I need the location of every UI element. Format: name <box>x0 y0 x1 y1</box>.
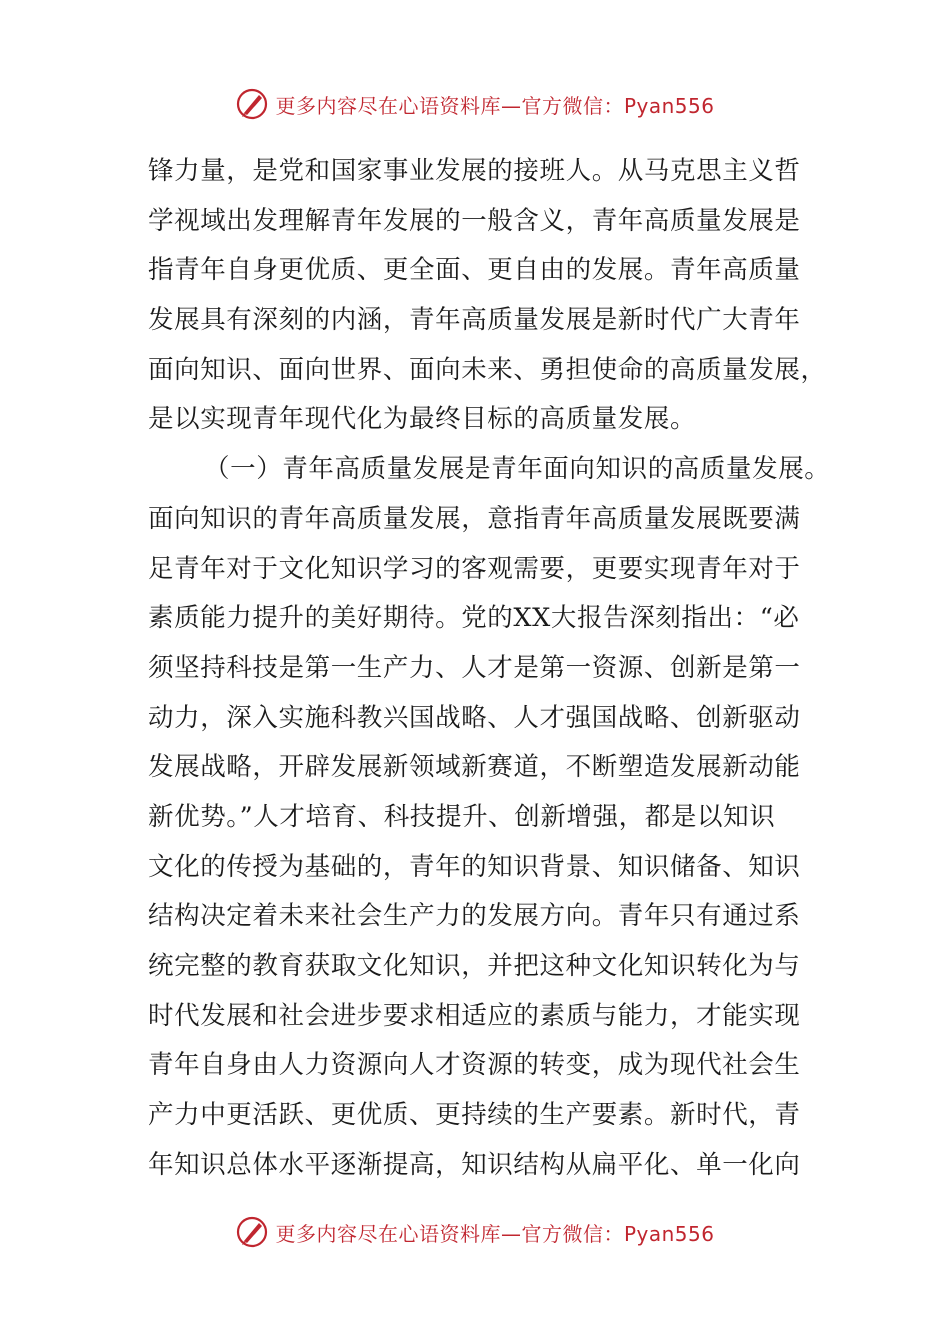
quill-pen-icon <box>235 1215 269 1249</box>
quill-pen-icon <box>235 87 269 121</box>
section-heading: （一）青年高质量发展是青年面向知识的高质量发展。 <box>204 454 831 485</box>
text-line: 发展具有深刻的内涵，青年高质量发展是新时代广大青年 <box>148 305 801 336</box>
text-line: 结构决定着未来社会生产力的发展方向。青年只有通过系 <box>148 901 801 932</box>
text-line: 产力中更活跃、更优质、更持续的生产要素。新时代，青 <box>148 1100 801 1131</box>
text-line: 青年自身由人力资源向人才资源的转变，成为现代社会生 <box>148 1050 801 1081</box>
watermark-text: 更多内容尽在心语资料库—官方微信：Pyan556 <box>275 93 715 118</box>
text-line: 素质能力提升的美好期待。党的XX大报告深刻指出：“必 <box>148 603 800 634</box>
text-line: 动力，深入实施科教兴国战略、人才强国战略、创新驱动 <box>148 702 801 733</box>
text-line: 学视域出发理解青年发展的一般含义，青年高质量发展是 <box>148 205 801 236</box>
text-line: 发展战略，开辟发展新领域新赛道，不断塑造发展新动能 <box>148 752 801 783</box>
text-line: 面向知识、面向世界、面向未来、勇担使命的高质量发展， <box>148 354 827 385</box>
text-line: 新优势。”人才培育、科技提升、创新增强，都是以知识 <box>148 801 776 832</box>
text-line: 文化的传授为基础的，青年的知识背景、知识储备、知识 <box>148 851 801 882</box>
text-line: 年知识总体水平逐渐提高，知识结构从扁平化、单一化向 <box>148 1149 801 1180</box>
footer-watermark <box>0 1212 950 1252</box>
text-line: 足青年对于文化知识学习的客观需要，更要实现青年对于 <box>148 553 801 584</box>
text-line: 锋力量，是党和国家事业发展的接班人。从马克思主义哲 <box>148 156 801 186</box>
text-line: 统完整的教育获取文化知识，并把这种文化知识转化为与 <box>148 951 801 981</box>
text-line: 指青年自身更优质、更全面、更自由的发展。青年高质量 <box>148 255 801 286</box>
text-line: 是以实现青年现代化为最终目标的高质量发展。 <box>148 404 697 435</box>
header-watermark <box>0 84 950 124</box>
text-line: 须坚持科技是第一生产力、人才是第一资源、创新是第一 <box>148 652 801 683</box>
text-line: 面向知识的青年高质量发展，意指青年高质量发展既要满 <box>148 503 801 534</box>
document-body <box>148 147 831 1190</box>
text-line: 时代发展和社会进步要求相适应的素质与能力，才能实现 <box>148 1000 801 1031</box>
watermark-text: 更多内容尽在心语资料库—官方微信：Pyan556 <box>275 1221 715 1246</box>
